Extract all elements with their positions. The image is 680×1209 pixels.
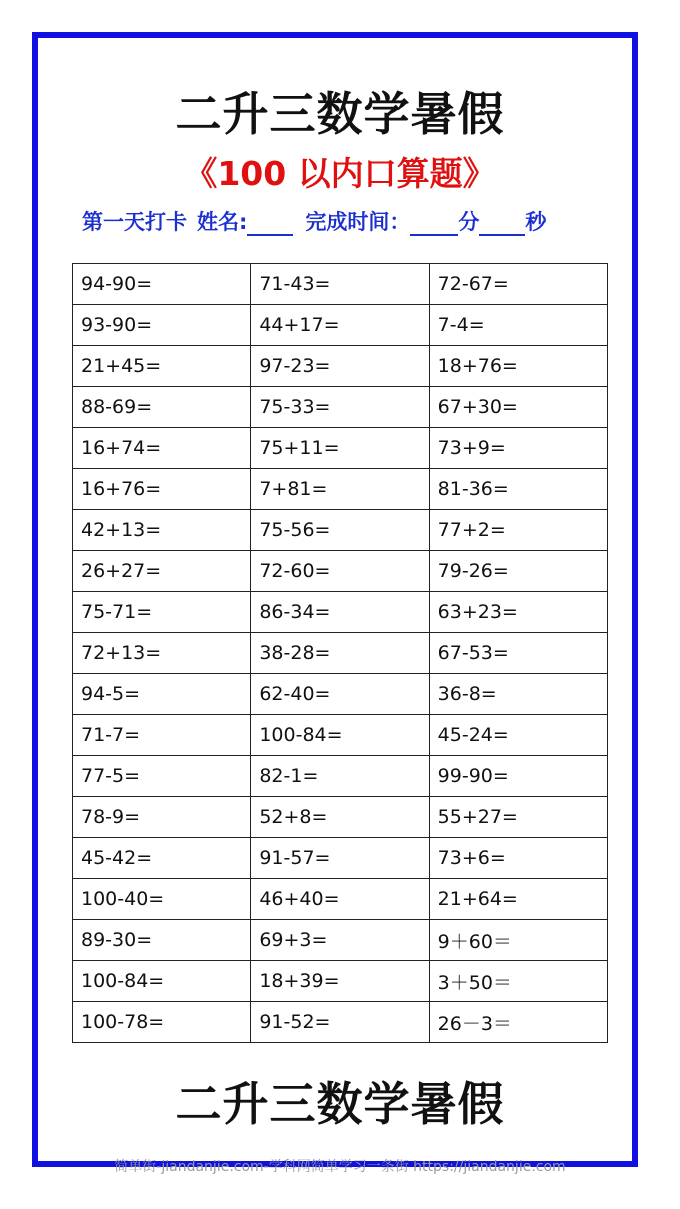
problem-cell: 99-90= [429, 756, 607, 797]
info-line [82, 206, 622, 238]
problem-cell: 72+13= [73, 633, 251, 674]
problem-cell: 91-52= [251, 1002, 429, 1043]
problem-cell: 81-36= [429, 469, 607, 510]
table-row [73, 797, 608, 838]
problem-cell: 55+27= [429, 797, 607, 838]
problem-cell: 72-60= [251, 551, 429, 592]
problem-cell: 21+45= [73, 346, 251, 387]
problem-cell: 94-5= [73, 674, 251, 715]
day-label: 第一天打卡 [82, 210, 187, 234]
problem-table [72, 263, 608, 1043]
table-row [73, 305, 608, 346]
second-label: 秒 [525, 210, 547, 234]
problem-cell: 3＋50＝ [429, 961, 607, 1002]
table-row [73, 387, 608, 428]
problem-cell: 86-34= [251, 592, 429, 633]
problem-cell: 75-33= [251, 387, 429, 428]
problem-cell: 75-56= [251, 510, 429, 551]
problem-cell: 7+81= [251, 469, 429, 510]
problem-cell: 7-4= [429, 305, 607, 346]
table-row [73, 838, 608, 879]
problem-cell: 16+76= [73, 469, 251, 510]
problem-cell: 78-9= [73, 797, 251, 838]
table-row [73, 879, 608, 920]
problem-cell: 97-23= [251, 346, 429, 387]
name-label: 姓名: [197, 210, 248, 234]
table-row [73, 346, 608, 387]
page-subtitle: 《100 以内口算题》 [184, 154, 496, 193]
bottom-title: 二升三数学暑假 [175, 1077, 505, 1131]
table-row [73, 633, 608, 674]
table-row [73, 756, 608, 797]
table-row [73, 961, 608, 1002]
problem-cell: 79-26= [429, 551, 607, 592]
problem-cell: 46+40= [251, 879, 429, 920]
problem-cell: 93-90= [73, 305, 251, 346]
footer-watermark: 简单街-jiandanjie.com-学科网简单学习一条街 https://jiandanjie.com [114, 1159, 566, 1175]
problem-cell: 73+9= [429, 428, 607, 469]
name-blank[interactable] [247, 208, 293, 236]
problem-cell: 71-7= [73, 715, 251, 756]
problem-cell: 100-84= [251, 715, 429, 756]
problem-cell: 71-43= [251, 264, 429, 305]
table-row [73, 592, 608, 633]
problem-cell: 62-40= [251, 674, 429, 715]
second-blank[interactable] [479, 208, 525, 236]
problem-cell: 67-53= [429, 633, 607, 674]
problem-cell: 9＋60＝ [429, 920, 607, 961]
problem-cell: 21+64= [429, 879, 607, 920]
problem-cell: 77-5= [73, 756, 251, 797]
problem-cell: 36-8= [429, 674, 607, 715]
problem-cell: 38-28= [251, 633, 429, 674]
problem-cell: 26－3＝ [429, 1002, 607, 1043]
table-row [73, 264, 608, 305]
problem-cell: 88-69= [73, 387, 251, 428]
problem-cell: 72-67= [429, 264, 607, 305]
page-title: 二升三数学暑假 [175, 87, 505, 141]
problem-cell: 18+39= [251, 961, 429, 1002]
problem-cell: 100-84= [73, 961, 251, 1002]
problem-cell: 94-90= [73, 264, 251, 305]
problem-cell: 75+11= [251, 428, 429, 469]
problem-cell: 63+23= [429, 592, 607, 633]
problem-cell: 73+6= [429, 838, 607, 879]
problem-cell: 45-24= [429, 715, 607, 756]
time-label: 完成时间： [305, 210, 411, 234]
problem-cell: 69+3= [251, 920, 429, 961]
problem-cell: 26+27= [73, 551, 251, 592]
problem-cell: 75-71= [73, 592, 251, 633]
problem-cell: 18+76= [429, 346, 607, 387]
table-row [73, 1002, 608, 1043]
problem-cell: 42+13= [73, 510, 251, 551]
problem-cell: 91-57= [251, 838, 429, 879]
table-row [73, 510, 608, 551]
table-row [73, 715, 608, 756]
table-row [73, 469, 608, 510]
minute-label: 分 [458, 210, 480, 234]
table-row [73, 551, 608, 592]
problem-cell: 89-30= [73, 920, 251, 961]
problem-cell: 77+2= [429, 510, 607, 551]
table-row [73, 428, 608, 469]
minute-blank[interactable] [410, 208, 458, 236]
problem-cell: 82-1= [251, 756, 429, 797]
table-row [73, 920, 608, 961]
problem-cell: 45-42= [73, 838, 251, 879]
table-row [73, 674, 608, 715]
problem-cell: 100-78= [73, 1002, 251, 1043]
problem-cell: 100-40= [73, 879, 251, 920]
problem-cell: 67+30= [429, 387, 607, 428]
problem-cell: 44+17= [251, 305, 429, 346]
problem-cell: 52+8= [251, 797, 429, 838]
problem-cell: 16+74= [73, 428, 251, 469]
